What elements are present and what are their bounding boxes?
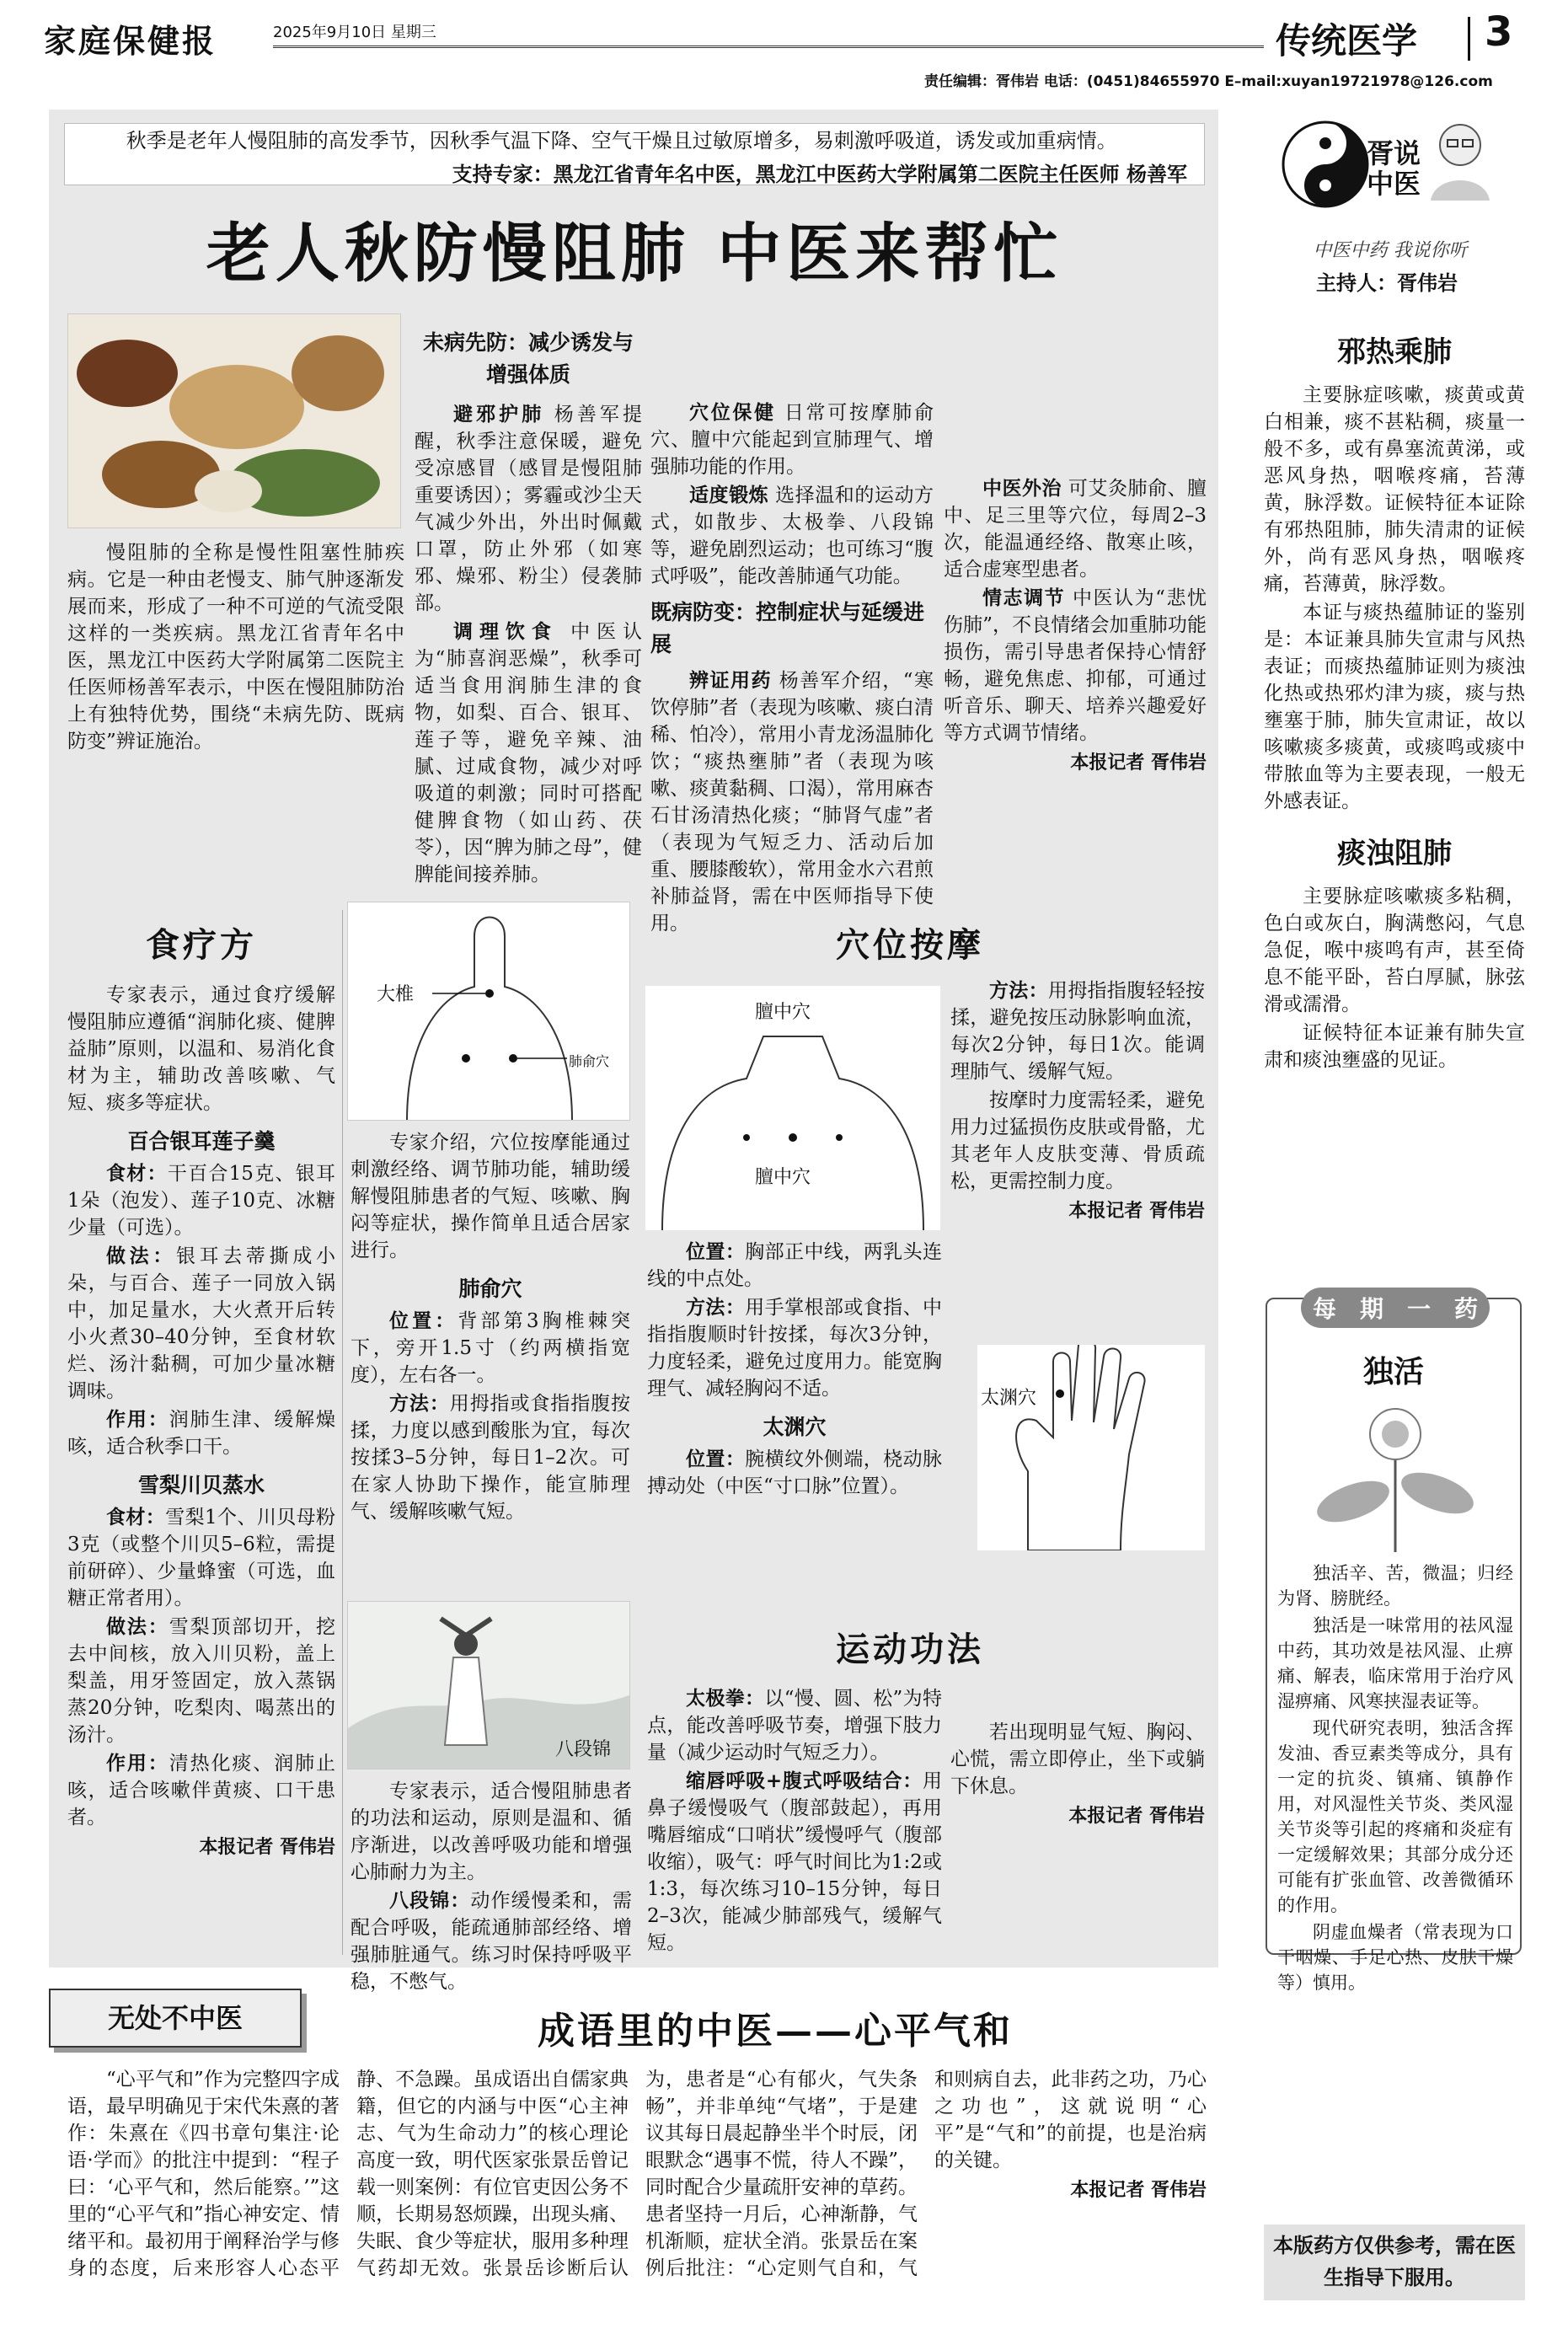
main-col-3 [650,307,934,939]
exercise-taiji [647,1685,942,1766]
para-tiaoli [415,618,642,888]
label-tanzhong-mid: 膻中穴 [755,1167,811,1188]
para-xuewei [650,399,934,480]
r2-ing-label: 食材： [106,1507,166,1529]
tanzhong-position [647,1239,942,1293]
label-dazhui-figure: 大椎 [377,984,415,1005]
food-byline: 本报记者 胥伟岩 [199,1836,335,1858]
label-baduanjin-figure: 八段锦 [555,1739,612,1760]
tanzhong-point [789,1133,797,1142]
column-slogan: 中医中药 我说你听 [1313,240,1468,261]
bdj-label: 八段锦： [389,1890,471,1912]
main-headline: 老人秋防慢阻肺 中医来帮忙 [206,216,1063,291]
tjq-label: 太极拳： [686,1688,765,1710]
label-waizhi: 中医外治 [982,478,1062,500]
recipe-1-ingredients [67,1160,335,1241]
idiom-byline: 本报记者 胥伟岩 [1070,2179,1207,2201]
food-intro: 专家表示，通过食疗缓解慢阻肺应遵循“润肺化痰、健脾益肺”原则，以温和、易消化食材为主，辅助改善咳嗽、气短、痰多等症状。 [67,984,335,1114]
acu-title: 穴位按摩 [836,925,984,965]
tz-pos-label: 位置： [686,1241,746,1263]
r2-ing-text: 雪梨1个、川贝母粉3克（或整个川贝5–6粒，需提前研碎）、少量蜂蜜（可选，血糖正常者用）。 [67,1507,336,1609]
column-logo-text: 胥说中医 [1367,137,1421,200]
recipe-1-title: 百合银耳莲子羹 [127,1129,276,1154]
text-bianzheng: 杨善军介绍，“寒饮停肺”者（表现为咳嗽、痰白清稀、怕冷），常用小青龙汤温肺化饮；“痰热壅肺”者（表现为咳嗽、痰黄黏稠、口渴），常用麻杏石甘汤清热化痰；“肺肾气虚”者（表现为气短乏力、活动后加重、腰膝酸软），常用金水六君煎补肺益肾，需在中医师指导下使用。 [650,670,934,934]
acu-note: 按摩时力度需轻柔，避免用力过猛损伤皮肤或骨骼，尤其老年人皮肤变薄、骨质疏松，更需控制力度。 [950,1090,1205,1192]
exercise-note: 若出现明显气短、胸闷、心慌，需立即停止，坐下或躺下休息。 [950,1721,1205,1797]
column-heading-2: 痰浊阻肺 [1337,837,1452,870]
label-tanzhong-top: 膻中穴 [755,1002,811,1023]
section-divider [1468,17,1470,61]
ty-method-label: 方法： [989,980,1048,1002]
food-section [67,918,335,1859]
fs-pos-text: 背部第3胸椎棘突下，旁开1.5寸（约两横指宽度），左右各一。 [351,1310,631,1386]
fs-method-text: 用拇指或食指指腹按揉，力度以感到酸胀为宜，每次按揉3–5分钟，每日1–2次。可在家人协助下操作，能宣肺理气、缓解咳嗽气短。 [351,1393,631,1523]
label-taiyuan-figure: 太渊穴 [981,1388,1037,1409]
baduanjin-figure [347,1601,630,1769]
idiom-para: “心平气和”作为完整四字成语，最早明确见于宋代朱熹的著作：朱熹在《四书章句集注·论语·学而》的批注中提到：“程子曰：‘心平气和，然后能察。’”这里的“心平气和”指心神安定、情绪平和。最初用于阐释治学与修身的态度，后来形容人心态平静、不急躁。虽成语出自儒家典籍，但它的内涵与中医“心主神志、气为生命动力”的核心理论高度一致，明代医家张景岳曾记载一则案例：有位官吏因公务不顺，长期易怒烦躁，出现头痛、失眠、食少等症状，服用多种理气药却无效。张景岳诊断后认为，患者是“心有郁火，气失条畅”，并非单纯“气堵”，于是建议其每日晨起静坐半个时辰，闭眼默念“遇事不慌，待人不躁”，同时配合少量疏肝安神的草药。患者坚持一月后，心神渐静，气机渐顺，症状全消。张景岳在案例后批注：“心定则气自和，气和则病自去，此非药之功，乃心之功也”，这就说明“心平”是“气和”的前提，也是治病的关键。 [67,2069,1207,2279]
column-host: 主持人：胥伟岩 [1316,271,1458,295]
herb-plant-icon [1311,1392,1480,1552]
tz-pos-text: 胸部正中线，两乳头连线的中点处。 [647,1241,943,1290]
column-logo [1279,113,1498,231]
food-divider [342,910,343,1955]
recipe-1-method [67,1243,335,1405]
feishu-position [351,1308,630,1389]
label-bixie: 避邪护肺 [453,404,545,426]
fs-pos-label: 位置： [389,1310,458,1332]
recipe-2-method [67,1614,335,1748]
taiyuan-point [1056,1389,1064,1398]
herb-text [1277,1561,1513,1997]
back-figure [347,902,630,1121]
exercise-byline: 本报记者 胥伟岩 [1068,1805,1205,1827]
exercise-breathing [647,1768,942,1957]
herb-box [1266,1295,1522,1993]
idiom-body [67,2066,1207,2319]
host-portrait-icon [1431,120,1490,201]
exercise-col-2 [647,1685,942,1958]
header-rule [273,46,1264,48]
r2-effect-text: 清热化痰、润肺止咳，适合咳嗽伴黄痰、口干患者。 [67,1753,336,1828]
tz-method-label: 方法： [686,1297,746,1319]
herb-para-2: 独活是一味常用的祛风湿中药，其功效是祛风湿、止痹痛、解表，临床常用于治疗风湿痹痛、风寒挟湿表证等。 [1277,1615,1513,1711]
breath-label: 缩唇呼吸+腹式呼吸结合： [686,1770,923,1792]
recipe-2-effect [67,1750,335,1831]
label-bianzheng: 辨证用药 [689,670,772,692]
label-tiaoli: 调理饮食 [453,621,558,643]
editor-line: 责任编辑：胥伟岩 电话：(0451)84655970 E–mail:xuyan19721978@126.com [924,73,1493,90]
exercise-baduanjin [351,1887,632,1995]
taiyuan-method [950,977,1205,1085]
hand-figure [977,1345,1205,1550]
taiyuan-title: 太渊穴 [763,1415,827,1439]
feishu-left-point [462,1054,470,1063]
fs-method-label: 方法： [389,1393,450,1415]
main-byline: 本报记者 胥伟岩 [1070,752,1207,774]
column-body [1264,329,1525,1075]
herbs-photo [67,313,401,528]
idiom-tag: 无处不中医 [49,1989,302,2048]
main-col-4 [944,307,1207,774]
r1-effect-label: 作用： [106,1409,169,1431]
intro-para: 慢阻肺的全称是慢性阻塞性肺疾病。它是一种由老慢支、肺气肿逐渐发展而来，形成了一种不可逆的气流受限这样的一类疾病。黑龙江省青年名中医，黑龙江中医药大学附属第二医院主任医师杨善军表示，中医在慢阻肺防治上有独特优势，围绕“未病先防、既病防变”辨证施治。 [67,542,404,752]
herb-para-4: 阴虚血燥者（常表现为口干咽燥、手足心热、皮肤干燥等）慎用。 [1277,1922,1513,1993]
footer-note: 本版药方仅供参考，需在医生指导下服用。 [1264,2225,1525,2300]
main-col-1 [67,539,404,757]
lead-expert: 支持专家：黑龙江省青年名中医，黑龙江中医药大学附属第二医院主任医师 杨善军 [452,163,1187,186]
text-qingzhi: 中医认为“悲忧伤肺”，不良情绪会加重肺功能损伤，需引导患者保持心情舒畅，避免焦虑、抑郁，可通过听音乐、聊天、培养兴趣爱好等方式调节情绪。 [944,587,1207,744]
subhead-prevent: 未病先防：减少诱发与增强体质 [422,330,634,387]
tanzhong-method [647,1294,942,1402]
breath-text: 用鼻子缓慢吸气（腹部鼓起），再用嘴唇缩成“口哨状”缓慢呼气（腹部收缩），吸气：呼气时间比为1:2或1:3，每次练习10–15分钟，每日2–3次，能减少肺部残气，缓解气短。 [647,1770,942,1954]
acu-col-2 [647,1239,942,1502]
column-heading-1: 邪热乘肺 [1337,335,1452,369]
badge-char-2: 期 [1359,1295,1383,1323]
text-bixie: 杨善军提醒，秋季注意保暖，避免受凉感冒（感冒是慢阻肺重要诱因）；雾霾或沙尘天气减少外出，外出时佩戴口罩，防止外邪（如寒邪、燥邪、粉尘）侵袭肺部。 [415,404,643,614]
main-col-2 [415,307,642,890]
ty-pos-text: 腕横纹外侧端，桡动脉搏动处（中医“寸口脉”位置）。 [647,1448,943,1497]
r1-effect-text: 润肺生津、缓解燥咳，适合秋季口干。 [67,1409,336,1458]
badge-char-4: 药 [1453,1295,1478,1323]
badge-char-1: 每 [1312,1295,1336,1323]
lead-intro: 秋季是老年人慢阻肺的高发季节，因秋季气温下降、空气干燥且过敏原增多，易刺激呼吸道，诱发或加重病情。 [126,129,1117,153]
column-para-4: 证候特征本证兼有肺失宣肃和痰浊壅盛的见证。 [1264,1022,1525,1071]
herb-name: 独活 [1362,1354,1424,1389]
r1-method-label: 做法： [106,1245,176,1267]
column-para-1: 主要脉症咳嗽，痰黄或黄白相兼，痰不甚粘稠，痰量一般不多，或有鼻塞流黄涕，或恶风身热，咽喉疼痛，苔薄黄，脉浮数。证候特征本证除有邪热阻肺，肺失清肃的证候外，尚有恶风身热，咽喉疼痛，苔薄黄，脉浮数。 [1264,384,1525,595]
recipe-1-effect [67,1406,335,1460]
text-xuewei: 日常可按摩肺俞穴、膻中穴能起到宣肺理气、增强肺功能的作用。 [650,402,934,478]
feishu-method [351,1390,630,1525]
text-duanlian: 选择温和的运动方式，如散步、太极拳、八段锦等，避免剧烈运动；也可练习“腹式呼吸”，能改善肺通气功能。 [650,485,934,587]
para-bixie [415,401,642,617]
tjq-text: 以“慢、圆、松”为特点，能改善呼吸节奏，增强下肢力量（减少运动时气短乏力）。 [647,1688,942,1764]
label-qingzhi: 情志调节 [982,587,1066,609]
column-para-3: 主要脉症咳嗽痰多粘稠，色白或灰白，胸满憋闷，气息急促，喉中痰鸣有声，甚至倚息不能平卧，苔白厚腻，脉弦滑或濡滑。 [1264,886,1525,1015]
r2-effect-label: 作用： [106,1753,169,1775]
exercise-intro: 专家表示，适合慢阻肺患者的功法和运动，原则是温和、循序渐进，以改善呼吸功能和增强心肺耐力为主。 [351,1780,632,1883]
subhead-control: 既病防变：控制症状与延缓进展 [650,600,925,656]
exercise-title: 运动功法 [836,1630,984,1669]
para-duanlian [650,482,934,590]
r2-method-label: 做法： [106,1616,169,1638]
para-qingzhi [944,585,1207,747]
ty-method-text: 用拇指指腹轻轻按揉，避免按压动脉影响血流，每次2分钟，每日1次。能调理肺气、缓解气短。 [950,980,1206,1083]
masthead [44,8,1527,90]
bdj-text: 动作缓慢柔和，需配合呼吸，能疏通肺部经络、增强肺脏通气。练习时保持呼吸平稳，不憋气。 [351,1890,633,1993]
column-para-2: 本证与痰热蕴肺证的鉴别是：本证兼具肺失宣肃与风热表证；而痰热蕴肺证则为痰浊化热或热邪灼津为痰，痰与热壅塞于肺，肺失宣肃证，故以咳嗽痰多痰黄，或痰鸣或痰中带脓血等为主要表现，一般无外感表证。 [1264,602,1525,812]
recipe-2-title: 雪梨川贝蒸水 [137,1473,265,1497]
herb-badge [1301,1288,1490,1328]
label-feishu-figure: 肺俞穴 [569,1053,610,1069]
taiyuan-position [647,1446,942,1500]
r1-ing-text: 干百合15克、银耳1朵（泡发）、莲子10克、冰糖少量（可选）。 [67,1163,335,1239]
acu-col-3 [950,977,1205,1223]
para-waizhi [944,475,1207,583]
idiom-title: 成语里的中医——心平气和 [538,2010,1013,2053]
recipe-2-ingredients [67,1504,335,1612]
text-waizhi: 可艾灸肺俞、膻中、足三里等穴位，每周2–3次，能温通经络、散寒止咳，适合虚寒型患者。 [944,478,1207,581]
acu-col-1 [351,1129,630,1527]
paper-name: 家庭保健报 [44,22,217,60]
feishu-right-point [509,1054,517,1063]
lead-box [64,123,1205,185]
herb-para-3: 现代研究表明，独活含挥发油、香豆素类等成分，具有一定的抗炎、镇痛、镇静作用，对风湿性关节炎、类风湿关节炎等引起的疼痛和炎症有一定缓解效果；其部分成分还可能有扩张血管、改善微循环的作用。 [1277,1718,1513,1915]
label-duanlian: 适度锻炼 [689,485,769,506]
exercise-col-1 [351,1778,632,1997]
exercise-col-3 [950,1685,1205,1828]
yin-yang-icon [1279,118,1372,211]
label-xuewei: 穴位保健 [689,402,776,424]
feishu-title: 肺俞穴 [458,1277,522,1301]
herb-para-1: 独活辛、苦，微温；归经为肾、膀胱经。 [1277,1563,1513,1609]
para-bianzheng [650,667,934,937]
r1-method-text: 银耳去蒂撕成小朵，与百合、莲子一同放入锅中，加足量水，大火煮开后转小火煮30–40分钟，至食材软烂、汤汁黏稠，可加少量冰糖调味。 [67,1245,336,1402]
food-title: 食疗方 [146,925,257,965]
page-number: 3 [1485,8,1513,56]
acu-byline: 本报记者 胥伟岩 [1068,1200,1205,1222]
text-tiaoli: 中医认为“肺喜润恶燥”，秋季可适当食用润肺生津的食物，如梨、百合、银耳、莲子等，避免辛辣、油腻、过咸食物，减少对呼吸道的刺激；同时可搭配健脾食物（如山药、茯苓），因“脾为肺之母”，健脾能间接养肺。 [415,621,643,886]
chest-figure [645,986,940,1230]
r2-method-text: 雪梨顶部切开，挖去中间核，放入川贝粉，盖上梨盖，用牙签固定，放入蒸锅蒸20分钟，吃梨肉、喝蒸出的汤汁。 [67,1616,336,1746]
r1-ing-label: 食材： [106,1163,168,1185]
dazhui-point [485,989,494,998]
badge-char-3: 一 [1406,1295,1431,1323]
issue-date: 2025年9月10日 星期三 [273,24,436,41]
ty-pos-label: 位置： [686,1448,746,1470]
tz-method-text: 用手掌根部或食指、中指指腹顺时针按揉，每次3分钟，力度轻柔，避免过度用力。能宽胸理气、减轻胸闷不适。 [647,1297,943,1400]
section-name: 传统医学 [1276,20,1418,62]
acu-intro: 专家介绍，穴位按摩能通过刺激经络、调节肺功能，辅助缓解慢阻肺患者的气短、咳嗽、胸闷等症状，操作简单且适合居家进行。 [351,1132,630,1261]
